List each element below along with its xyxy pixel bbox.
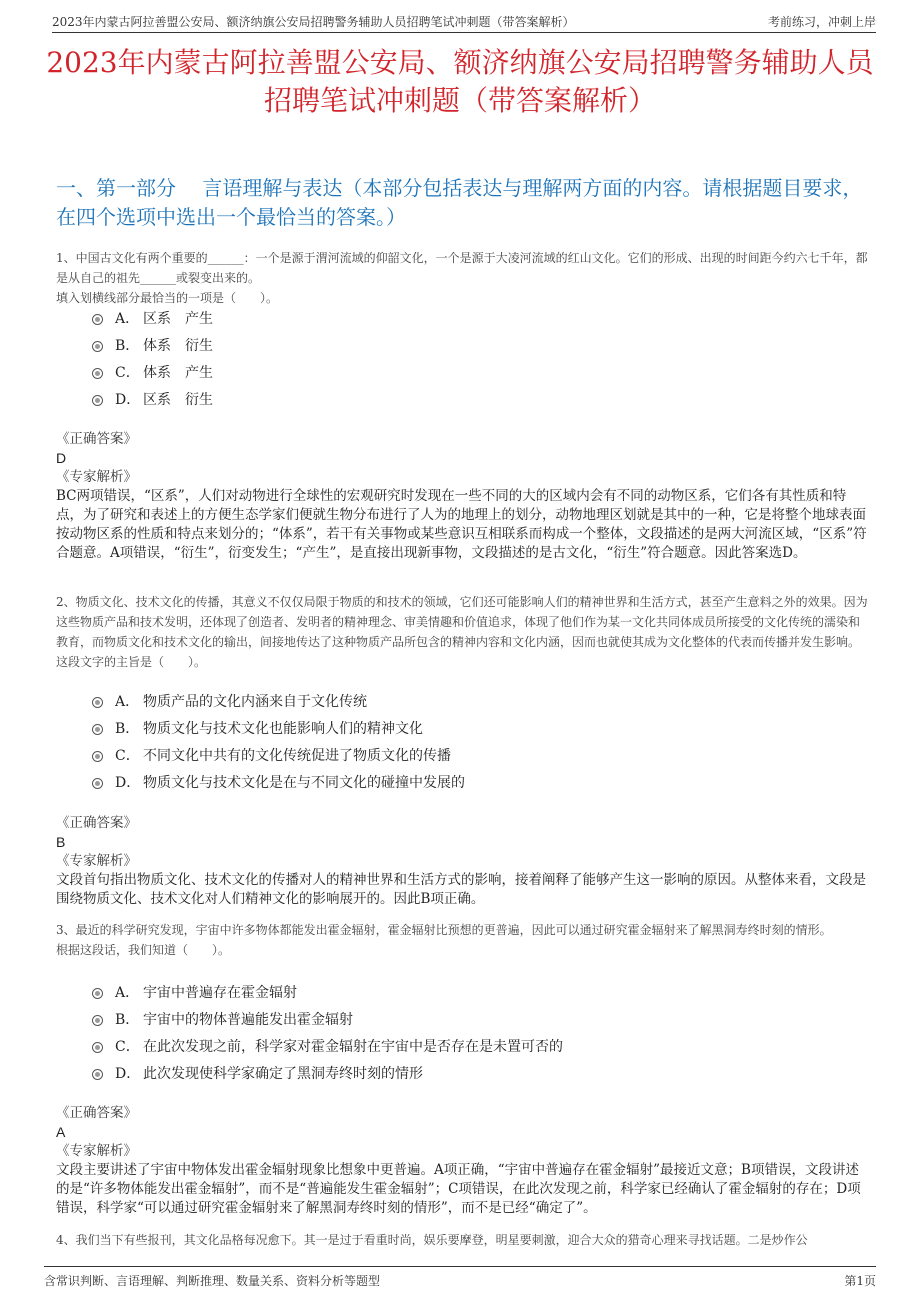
question-prompt: 填入划横线部分最恰当的一项是（ ）。 xyxy=(56,291,279,305)
option-letter: D． xyxy=(115,774,141,791)
radio-icon[interactable] xyxy=(92,1015,103,1026)
page-header xyxy=(52,10,876,33)
option-letter: D． xyxy=(115,391,141,408)
radio-icon[interactable] xyxy=(92,988,103,999)
option-text: 物质文化与技术文化也能影响人们的精神文化 xyxy=(143,720,423,737)
answer-label: 《正确答案》 xyxy=(56,815,137,831)
answer-label: 《正确答案》 xyxy=(56,1105,137,1121)
question-text: 3、最近的科学研究发现，宇宙中许多物体都能发出霍金辐射，霍金辐射比预想的更普遍，因此可以通过研究霍金辐射来了解黑洞寿终时刻的情形。 xyxy=(56,923,832,937)
question-text: 4、我们当下有些报刊，其文化品格每况愈下。其一是过于看重时尚，娱乐要摩登，明星要刺激，迎合大众的猎奇心理来寻找话题。二是炒作公 xyxy=(56,1233,808,1247)
option-c[interactable] xyxy=(92,741,880,768)
radio-icon[interactable] xyxy=(92,1069,103,1080)
option-letter: C． xyxy=(115,1038,140,1055)
radio-icon[interactable] xyxy=(92,368,103,379)
option-letter: C． xyxy=(115,364,140,381)
option-d[interactable] xyxy=(92,385,880,412)
option-letter: B． xyxy=(115,720,140,737)
option-text: 体系 衍生 xyxy=(143,337,213,354)
option-text: 区系 产生 xyxy=(143,310,213,327)
option-c[interactable] xyxy=(92,1032,880,1059)
question-1-stem xyxy=(56,248,868,308)
option-text: 在此次发现之前，科学家对霍金辐射在宇宙中是否存在是未置可否的 xyxy=(143,1038,563,1055)
option-text: 区系 衍生 xyxy=(143,391,213,408)
correct-answer: A xyxy=(56,1124,66,1140)
radio-icon[interactable] xyxy=(92,314,103,325)
option-b[interactable] xyxy=(92,714,880,741)
radio-icon[interactable] xyxy=(92,341,103,352)
radio-icon[interactable] xyxy=(92,1042,103,1053)
question-1-answer-block xyxy=(56,430,872,563)
correct-answer: D xyxy=(56,450,67,466)
option-d[interactable] xyxy=(92,768,880,795)
answer-label: 《正确答案》 xyxy=(56,431,137,447)
question-text: 2、物质文化、技术文化的传播，其意义不仅仅局限于物质的和技术的领域，它们还可能影响人们的精神世界和生活方式，甚至产生意料之外的效果。因为这些物质产品和技术发明，还体现了创造者、发明者的精神理念、审美情趣和价值追求，体现了他们作为某一文化共同体成员所接受的文化传统的濡染和教育，而物质文化和技术文化的输出，间接地传达了这种物质产品所包含的精神内容和文化内涵，因而也就使其成为文化整体的代表而传播并发生影响。 xyxy=(56,595,868,649)
option-letter: A． xyxy=(115,693,140,710)
option-text: 此次发现使科学家确定了黑洞寿终时刻的情形 xyxy=(143,1065,423,1082)
question-prompt: 这段文字的主旨是（ ）。 xyxy=(56,655,207,669)
option-b[interactable] xyxy=(92,1005,880,1032)
option-c[interactable] xyxy=(92,358,880,385)
option-letter: B． xyxy=(115,1011,140,1028)
option-letter: A． xyxy=(115,310,140,327)
footer-description: 含常识判断、言语理解、判断推理、数量关系、资料分析等题型 xyxy=(44,1274,381,1288)
option-a[interactable] xyxy=(92,978,880,1005)
radio-icon[interactable] xyxy=(92,778,103,789)
question-3-answer-block xyxy=(56,1104,872,1218)
option-b[interactable] xyxy=(92,331,880,358)
analysis-text: 文段首句指出物质文化、技术文化的传播对人的精神世界和生活方式的影响，接着阐释了能够产生这一影响的原因。从整体来看，文段是围绕物质文化、技术文化对人们精神文化的影响展开的。因此B项正确。 xyxy=(56,872,866,907)
option-letter: D． xyxy=(115,1065,141,1082)
option-text: 不同文化中共有的文化传统促进了物质文化的传播 xyxy=(143,747,451,764)
option-text: 物质文化与技术文化是在与不同文化的碰撞中发展的 xyxy=(143,774,465,791)
page-footer xyxy=(44,1266,876,1291)
analysis-label: 《专家解析》 xyxy=(56,853,137,869)
option-a[interactable] xyxy=(92,304,880,331)
option-letter: A． xyxy=(115,984,140,1001)
analysis-text: BC两项错误，“区系”，人们对动物进行全球性的宏观研究时发现在一些不同的大的区域内会有不同的动物区系，它们各有其性质和特点，为了研究和表述上的方便生态学家们便就生物分布进行了人为的地理上的划分，动物地理区划就是其中的一种，它是将整个地球表面按动物区系的性质和特点来划分的；“体系”，若干有关事物或某些意识互相联系而构成一个整体，文段描述的是两大河流区域，“区系”符合题意。A项错误，“衍生”，衍变发生；“产生”，是直接出现新事物，文段描述的是古文化，“衍生”符合题意。因此答案选D。 xyxy=(56,488,867,561)
header-slogan: 考前练习，冲刺上岸 xyxy=(767,15,876,29)
question-4-stem xyxy=(56,1230,868,1250)
option-text: 物质产品的文化内涵来自于文化传统 xyxy=(143,693,367,710)
analysis-label: 《专家解析》 xyxy=(56,469,137,485)
header-doc-title: 2023年内蒙古阿拉善盟公安局、额济纳旗公安局招聘警务辅助人员招聘笔试冲刺题（带答案解析） xyxy=(52,15,575,29)
document-title: 2023年内蒙古阿拉善盟公安局、额济纳旗公安局招聘警务辅助人员招聘笔试冲刺题（带答案解析） xyxy=(46,46,874,117)
option-text: 宇宙中普遍存在霍金辐射 xyxy=(143,984,297,1001)
radio-icon[interactable] xyxy=(92,724,103,735)
question-2-stem xyxy=(56,592,868,672)
question-3-options xyxy=(92,978,880,1086)
question-1-options xyxy=(92,304,880,412)
analysis-label: 《专家解析》 xyxy=(56,1143,137,1159)
option-a[interactable] xyxy=(92,687,880,714)
option-text: 宇宙中的物体普遍能发出霍金辐射 xyxy=(143,1011,353,1028)
page-number: 第1页 xyxy=(844,1274,876,1288)
option-d[interactable] xyxy=(92,1059,880,1086)
question-3-stem xyxy=(56,920,868,960)
question-2-options xyxy=(92,687,880,795)
correct-answer: B xyxy=(56,834,66,850)
section-heading: 一、第一部分 言语理解与表达（本部分包括表达与理解两方面的内容。请根据题目要求，在四个选项中选出一个最恰当的答案。） xyxy=(56,176,863,229)
option-letter: B． xyxy=(115,337,140,354)
question-text: 1、中国古文化有两个重要的______：一个是源于渭河流域的仰韶文化，一个是源于大凌河流域的红山文化。它们的形成、出现的时间距今约六七千年，都是从自己的祖先______或裂变出来的。 xyxy=(56,251,868,285)
question-2-answer-block xyxy=(56,814,872,909)
option-letter: C． xyxy=(115,747,140,764)
radio-icon[interactable] xyxy=(92,697,103,708)
option-text: 体系 产生 xyxy=(143,364,213,381)
radio-icon[interactable] xyxy=(92,395,103,406)
analysis-text: 文段主要讲述了宇宙中物体发出霍金辐射现象比想象中更普遍。A项正确，“宇宙中普遍存在霍金辐射”最接近文意；B项错误，文段讲述的是“许多物体能发出霍金辐射”，而不是“普遍能发生霍金辐射”；C项错误，在此次发现之前，科学家已经确认了霍金辐射的存在；D项错误，科学家“可以通过研究霍金辐射来了解黑洞寿终时刻的情形”，而不是已经“确定了”。 xyxy=(56,1162,861,1216)
question-prompt: 根据这段话，我们知道（ ）。 xyxy=(56,943,231,957)
radio-icon[interactable] xyxy=(92,751,103,762)
